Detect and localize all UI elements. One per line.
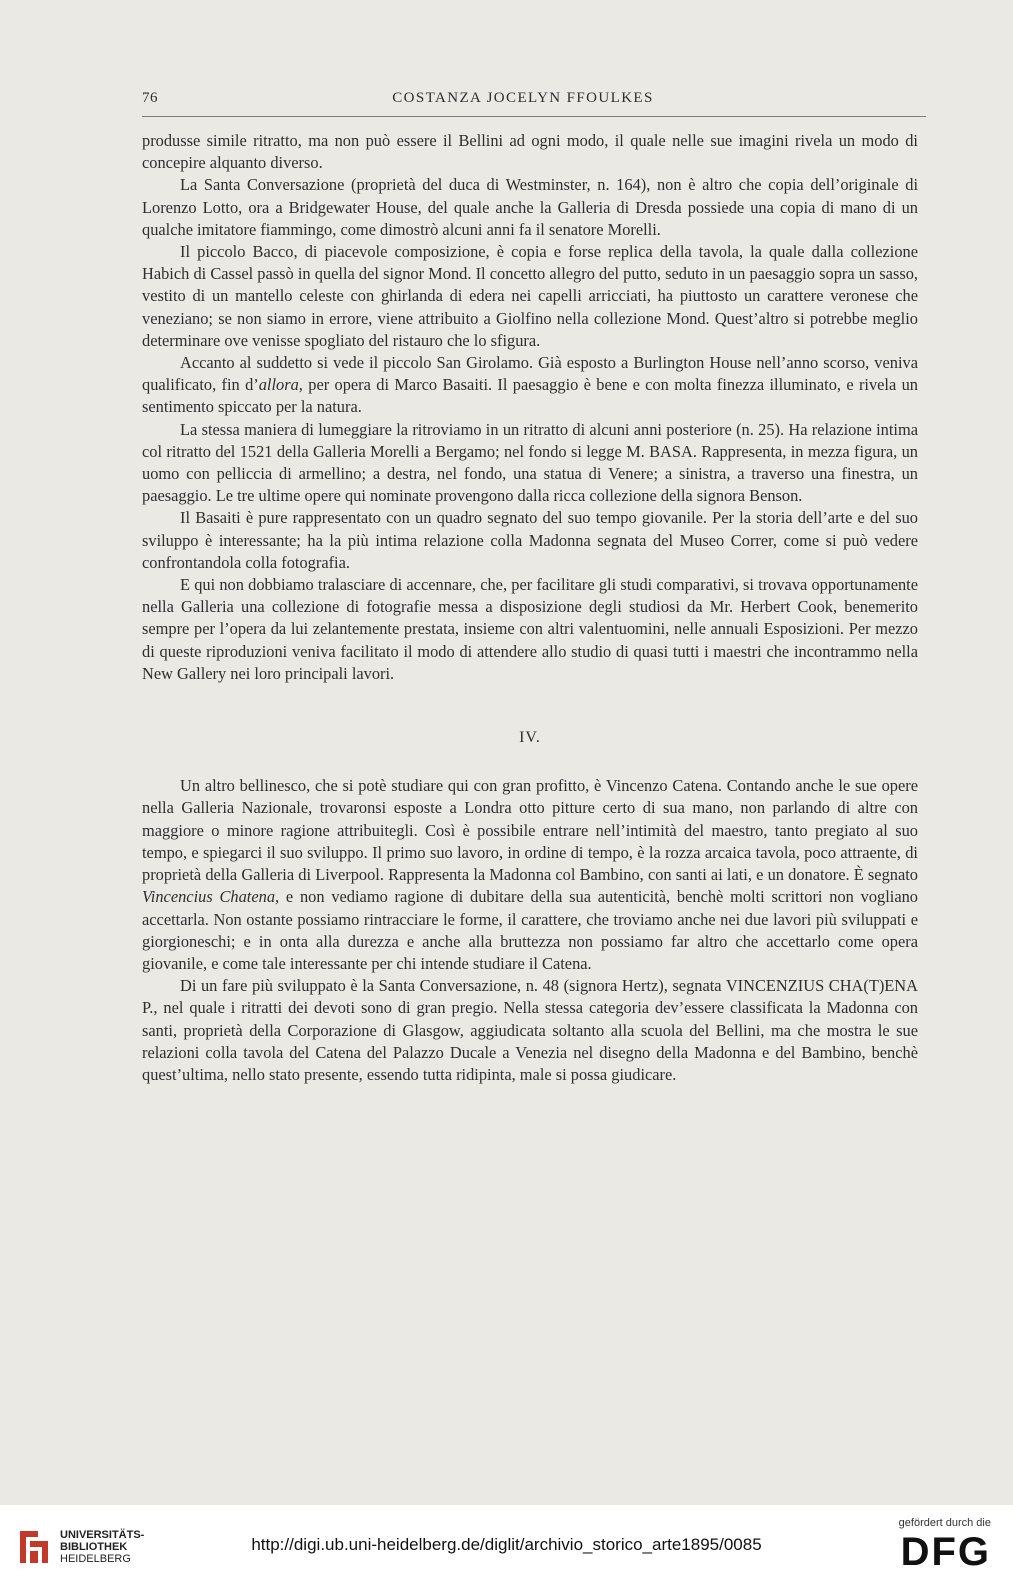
running-head: COSTANZA JOCELYN FFOULKES	[392, 90, 654, 106]
funding-caption: gefördert durch die	[898, 1517, 991, 1529]
italic-text: allora,	[258, 375, 303, 395]
paragraph: La stessa maniera di lumeggiare la ritroviamo in un ritratto di alcuni anni posteriore (n. 25). Ha relazione intima col ritratto del 1521 della Galleria Morelli a Bergamo; nel fondo si legge M. BASA. Rappresenta, in mezza figura, un uomo con pelliccia di armellino; a destra, nel fondo, una statua di Venere; a sinistra, a traverso una finestra, un paesaggio. Le tre ultime opere qui nominate provengono dalla ricca collezione della signora Benson.	[142, 419, 918, 506]
paragraph: Il Basaiti è pure rappresentato con un quadro segnato del suo tempo giovanile. Per la storia dell’arte e del suo sviluppo è interessante; ha la più intima relazione colla Madonna segnata del Museo Correr, come si può vedere confrontandola colla fotografia.	[142, 508, 918, 572]
document-url-link[interactable]: http://digi.ub.uni-heidelberg.de/diglit/archivio_storico_arte1895/0085	[251, 1535, 762, 1554]
paragraph: La Santa Conversazione (proprietà del duca di Westminster, n. 164), non è altro che copia dell’originale di Lorenzo Lotto, ora a Bridgewater House, del quale anche la Galleria di Dresda possiede una copia di mano di un qualche imitatore fiammingo, come dimostrò alcuni anni fa il senatore Morelli.	[142, 175, 918, 239]
paragraph-text: e non vediamo ragione di dubitare della sua autenticità, benchè molti scrittori non vogliano accettarla. Non ostante possiamo rintracciare le forme, il carattere, che troviamo anche nei due lavori più sviluppati e giorgioneschi; e in onta alla durezza e anche alla bruttezza non possiamo far altro che accettarlo come opera giovanile, e come tale interessante per chi intende studiare il Catena.	[142, 887, 918, 973]
paragraph-text: Un altro bellinesco, che si potè studiare qui con gran profitto, è Vincenzo Catena. Contando anche le sue opere nella Galleria Nazionale, trovaronsi esposte a Londra otto pitture certo di sua mano, non parlando di altre con maggiore o minore ragione attribuitegli. Così è possibile entrare nell’intimità del maestro, tanto pregiato al suo tempo, e spiegarci il suo sviluppo. Il primo suo lavoro, in ordine di tempo, è la rozza arcaica tavola, poco attraente, di proprietà della Galleria di Liverpool. Rappresenta la Madonna col Bambino, con santi ai lati, e un donatore. È segnato	[142, 776, 918, 885]
paragraph: Di un fare più sviluppato è la Santa Conversazione, n. 48 (signora Hertz), segnata VINCENZIUS CHA(T)ENA P., nel quale i ritratti dei devoti sono di gran pregio. Nella stessa categoria dev’essere classificata la Madonna con santi, proprietà della Corporazione di Glasgow, aggiudicata soltanto alla scuola del Bellini, ma che mostra le sue relazioni colla tavola del Catena del Palazzo Ducale a Venezia nel disegno della Madonna e del Bambino, benchè quest’ultima, nello stato presente, essendo tutta ridipinta, male si possa giudicare.	[142, 976, 918, 1084]
viewer-footer	[0, 1505, 1013, 1591]
section-heading: IV.	[519, 729, 541, 747]
page-number: 76	[142, 90, 158, 106]
library-line2: BIBLIOTHEK	[60, 1541, 128, 1553]
paragraph	[142, 352, 918, 419]
library-line1: UNIVERSITÄTS-	[60, 1529, 145, 1541]
dfg-wordmark: DFG	[900, 1530, 991, 1574]
paragraph: Il piccolo Bacco, di piacevole composizione, è copia e forse replica della tavola, la quale dalla collezione Habich di Cassel passò in quella del signor Mond. Il concetto allegro del putto, seduto in un paesaggio sopra un sasso, vestito di un mantello celeste con ghirlanda di edera nei capelli arricciati, ha piuttosto un carattere veronese che veneziano; se non siamo in errore, viene attribuito a Giolfino nella collezione Mond. Quest’altro si potrebbe meglio determinare ove venisse spogliato del ristauro che lo sfigura.	[142, 242, 918, 350]
page-header	[142, 90, 904, 112]
header-rule	[142, 116, 926, 117]
paragraph	[142, 775, 918, 975]
body-text	[142, 130, 918, 1086]
paragraph-text: per opera di Marco Basaiti. Il paesaggio è bene e con molta finezza illuminato, e rivela un sentimento spiccato per la natura.	[142, 375, 918, 417]
paragraph: E qui non dobbiamo tralasciare di accennare, che, per facilitare gli studi comparativi, si trovava opportunamente nella Galleria una collezione di fotografie messa a disposizione degli studiosi da Mr. Herbert Cook, benemerito sempre per l’opera da lui zelantemente prestata, insieme con altri valentuomini, nelle annuali Esposizioni. Per mezzo di queste riproduzioni veniva facilitato il modo di attendere allo studio di quasi tutti i maestri che incontrammo nella New Gallery nei loro principali lavori.	[142, 575, 918, 683]
italic-text: Vincencius Chatena,	[142, 887, 280, 907]
library-line3: HEIDELBERG	[60, 1553, 131, 1565]
paragraph: produsse simile ritratto, ma non può essere il Bellini ad ogni modo, il quale nelle sue imagini rivela un modo di concepire alquanto diverso.	[142, 131, 918, 173]
dfg-logo[interactable]	[881, 1517, 991, 1583]
paragraph-text: Accanto al suddetto si vede il piccolo San Girolamo. Già esposto a Burlington House nell’anno scorso, veniva qualificato, fin d’	[142, 353, 918, 395]
